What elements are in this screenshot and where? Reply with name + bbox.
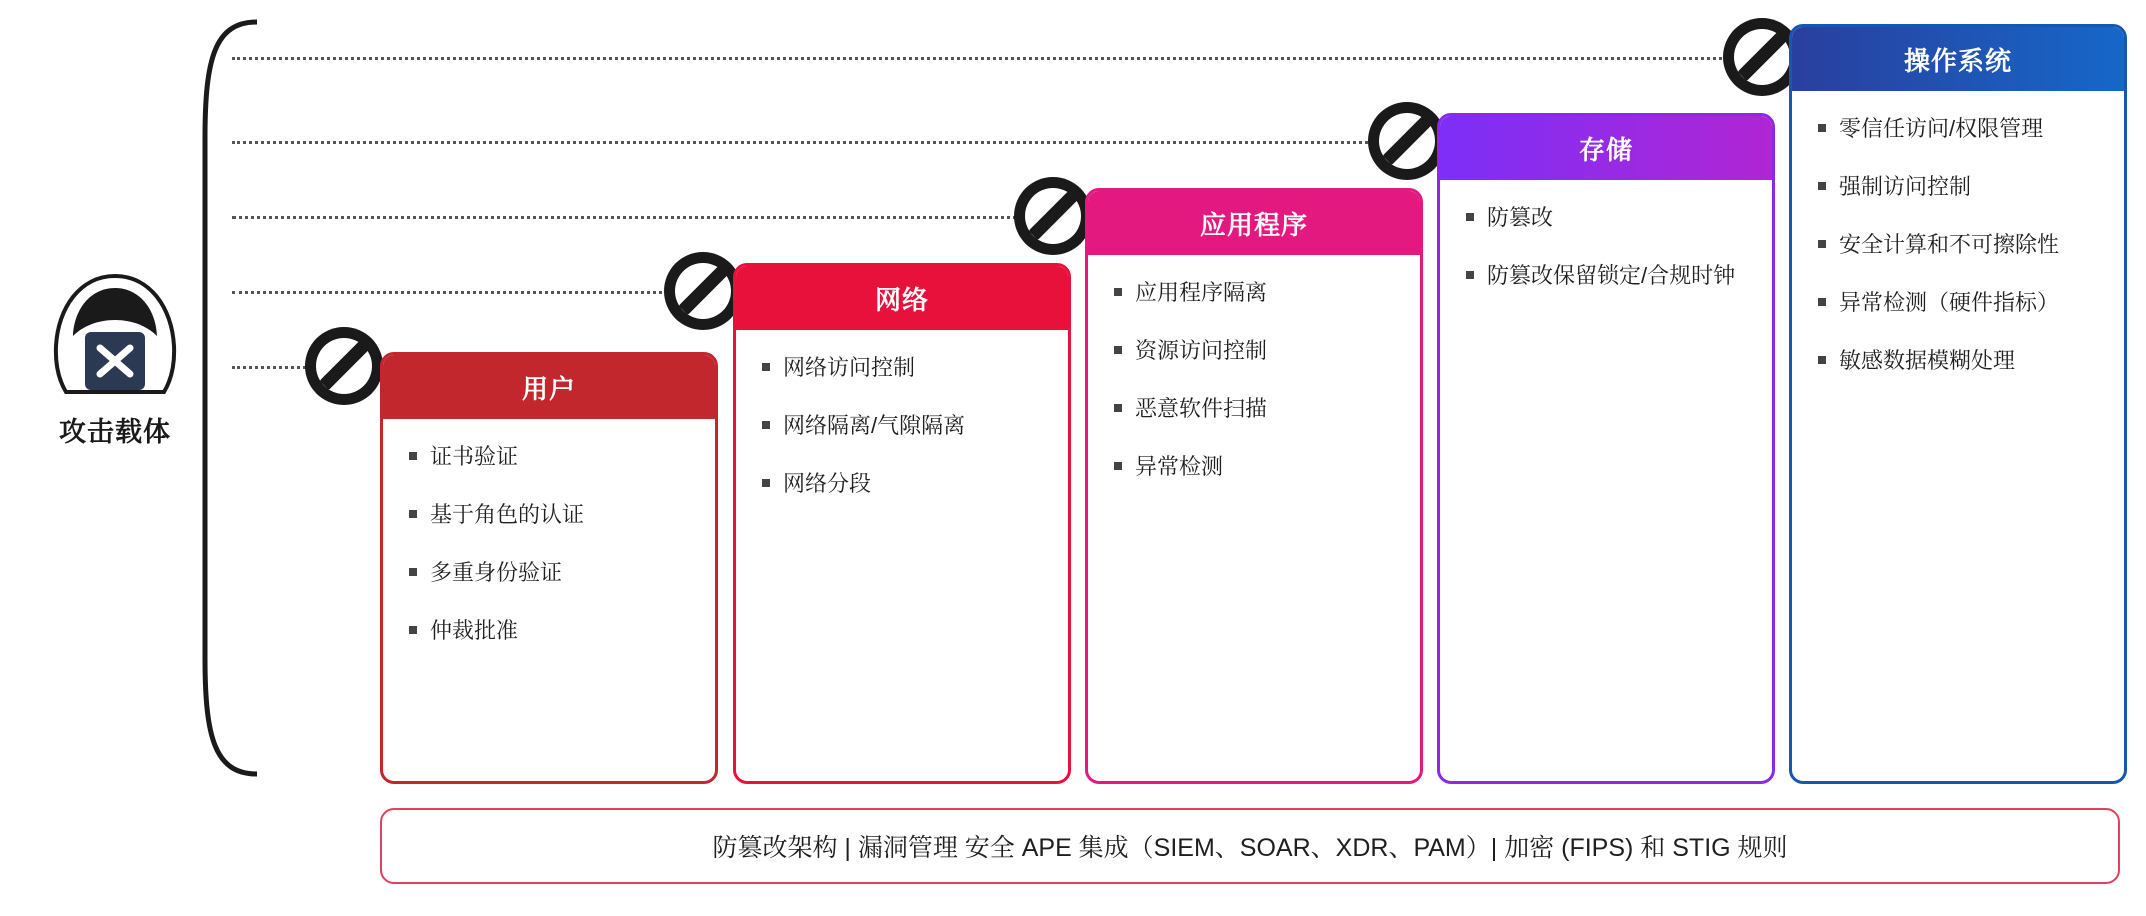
pillar-header-application [1088, 191, 1420, 255]
attack-path-line-storage [232, 141, 1452, 144]
list-item [409, 441, 689, 473]
pillar-header-network [736, 266, 1068, 330]
list-item [762, 468, 1042, 500]
list-item-label: 资源访问控制 [1135, 337, 1268, 363]
list-item-label: 异常检测（硬件指标） [1839, 289, 2060, 315]
list-item-label: 零信任访问/权限管理 [1839, 116, 2044, 141]
list-item [762, 352, 1042, 384]
bullet-icon [1114, 288, 1122, 296]
list-item [409, 499, 689, 531]
bullet-icon [409, 452, 417, 460]
pillar-title-user: 用户 [521, 373, 576, 404]
list-item-label: 敏感数据模糊处理 [1839, 347, 2016, 373]
bullet-icon [409, 510, 417, 518]
bullet-icon [762, 363, 770, 371]
list-item-label: 基于角色的认证 [430, 501, 585, 527]
pillar-title-operating-system: 操作系统 [1903, 45, 2012, 76]
pillar-card-application [1085, 188, 1423, 784]
bullet-icon [762, 479, 770, 487]
no-entry-icon [664, 252, 742, 330]
pillar-title-network: 网络 [874, 284, 929, 315]
bullet-icon [409, 568, 417, 576]
list-item-label: 多重身份验证 [430, 559, 563, 585]
hooded-attacker-icon [40, 270, 190, 400]
attack-vector-group [30, 270, 200, 449]
pillar-header-user [383, 355, 715, 419]
bullet-icon [1114, 346, 1122, 354]
no-entry-icon [1368, 102, 1446, 180]
bullet-icon [1818, 240, 1826, 248]
list-item [1818, 171, 2098, 203]
list-item [409, 615, 689, 647]
foundation-banner-label: 防篡改架构 | 漏洞管理 安全 APE 集成（SIEM、SOAR、XDR、PAM）| 加密 (FIPS) 和 STIG 规则 [712, 834, 1788, 862]
list-item [1818, 229, 2098, 261]
list-item [1114, 335, 1394, 367]
list-item [1114, 277, 1394, 309]
pillar-card-user [380, 352, 718, 784]
no-entry-icon [1014, 177, 1092, 255]
pillar-title-storage: 存储 [1578, 134, 1633, 165]
list-item-label: 仲裁批准 [430, 617, 519, 643]
list-item [762, 410, 1042, 442]
bracket-shape [195, 18, 265, 778]
foundation-banner [380, 808, 2120, 884]
pillar-card-operating-system [1789, 24, 2127, 784]
list-item-label: 网络分段 [783, 470, 872, 496]
list-item-label: 防篡改保留锁定/合规时钟 [1487, 262, 1736, 288]
list-item [1466, 260, 1746, 292]
list-item-label: 网络访问控制 [783, 355, 916, 380]
list-item [1114, 393, 1394, 425]
pillar-card-storage [1437, 113, 1775, 784]
pillar-items-application [1088, 255, 1420, 519]
bullet-icon [409, 626, 417, 634]
list-item-label: 证书验证 [430, 444, 519, 469]
list-item-label: 网络隔离/气隙隔离 [783, 412, 966, 438]
list-item-label: 恶意软件扫描 [1135, 395, 1268, 421]
list-item-label: 强制访问控制 [1839, 173, 1972, 199]
hooded-attacker-svg [40, 270, 190, 400]
pillar-items-network [736, 330, 1068, 536]
no-entry-icon [305, 327, 383, 405]
list-item [1114, 451, 1394, 483]
pillar-items-storage [1440, 180, 1772, 328]
bullet-icon [1818, 182, 1826, 190]
bullet-icon [1114, 462, 1122, 470]
list-item [1818, 345, 2098, 377]
pillar-header-storage [1440, 116, 1772, 180]
list-item-label: 安全计算和不可擦除性 [1839, 231, 2060, 257]
bullet-icon [762, 421, 770, 429]
bullet-icon [1818, 298, 1826, 306]
pillar-card-network [733, 263, 1071, 784]
pillar-items-user [383, 419, 715, 683]
list-item [1818, 287, 2098, 319]
list-item-label: 应用程序隔离 [1135, 280, 1268, 305]
bullet-icon [1466, 271, 1474, 279]
list-item-label: 异常检测 [1135, 453, 1224, 479]
bullet-icon [1818, 124, 1826, 132]
list-item [1466, 202, 1746, 234]
attack-path-line-application [232, 216, 1102, 219]
list-item-label: 防篡改 [1487, 205, 1554, 230]
list-item [409, 557, 689, 589]
attack-path-line-os [232, 57, 1812, 60]
bullet-icon [1466, 213, 1474, 221]
bullet-icon [1114, 404, 1122, 412]
pillar-items-operating-system [1792, 91, 2124, 412]
list-item [1818, 113, 2098, 145]
pillar-title-application: 应用程序 [1199, 209, 1308, 240]
pillar-header-operating-system [1792, 27, 2124, 91]
bullet-icon [1818, 356, 1826, 364]
attack-vector-label: 攻击载体 [59, 417, 171, 447]
